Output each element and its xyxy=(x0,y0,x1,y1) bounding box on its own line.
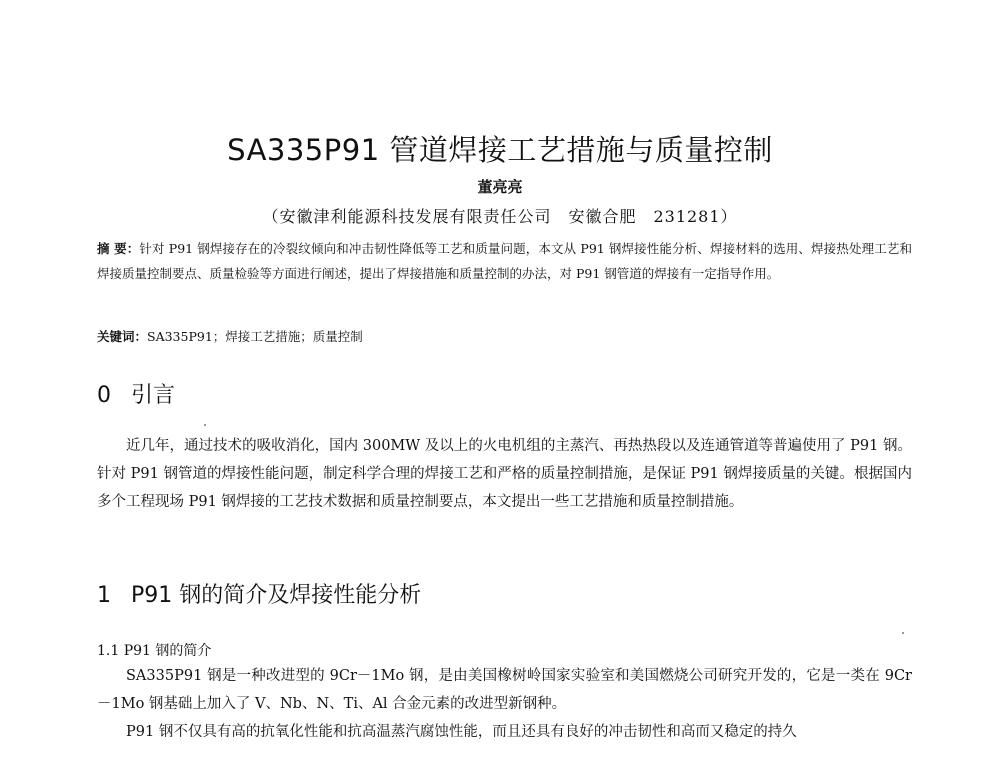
introduction-paragraph: 近几年，通过技术的吸收消化，国内 300MW 及以上的火电机组的主蒸汽、再热热段以及连通管道等普遍使用了 P91 钢。针对 P91 钢管道的焊接性能问题，制定科学合理的焊接工艺和严格的质量控制措施，是保证 P91 钢焊接质量的关键。根据国内多个工程现场 P91 钢焊接的工艺技术数据和质量控制要点，本文提出一些工艺措施和质量控制措施。 xyxy=(97,438,912,510)
paper-title: SA335P91 管道焊接工艺措施与质量控制 xyxy=(227,133,773,167)
body-paragraph: P91 钢不仅具有高的抗氧化性能和抗高温蒸汽腐蚀性能，而且还具有良好的冲击韧性和高而又稳定的持久 xyxy=(126,724,797,740)
abstract-label: 摘 要： xyxy=(97,241,140,256)
scan-speck xyxy=(902,632,904,634)
body-paragraph: SA335P91 钢是一种改进型的 9Cr－1Mo 钢，是由美国橡树岭国家实验室和美国燃烧公司研究开发的，它是一类在 9Cr－1Mo 钢基础上加入了 V、Nb、N、Ti、Al 合金元素的改进型新钢种。 xyxy=(97,668,912,712)
author-affiliation: （安徽津利能源科技发展有限责任公司 安徽合肥 231281） xyxy=(262,207,738,226)
keywords-label: 关键词： xyxy=(97,329,148,344)
scan-speck xyxy=(204,424,206,426)
section-number: 1 xyxy=(97,583,111,608)
subsection-heading: 1.1 P91 钢的简介 xyxy=(97,643,212,659)
section-heading-p91-overview xyxy=(97,578,421,609)
section-title: P91 钢的简介及焊接性能分析 xyxy=(131,583,422,608)
section-number: 0 xyxy=(97,383,111,408)
keywords xyxy=(97,327,912,347)
section-heading-introduction xyxy=(97,378,175,409)
abstract xyxy=(97,236,912,286)
keywords-text: SA335P91；焊接工艺措施；质量控制 xyxy=(147,329,363,344)
section-title: 引言 xyxy=(131,383,176,408)
author-name: 董亮亮 xyxy=(477,178,523,196)
abstract-text: 针对 P91 钢焊接存在的冷裂纹倾向和冲击韧性降低等工艺和质量问题，本文从 P91 钢焊接性能分析、焊接材料的选用、焊接热处理工艺和焊接质量控制要点、质量检验等方面进行阐述，提出了焊接措施和质量控制的办法，对 P91 钢管道的焊接有一定指导作用。 xyxy=(97,241,912,281)
